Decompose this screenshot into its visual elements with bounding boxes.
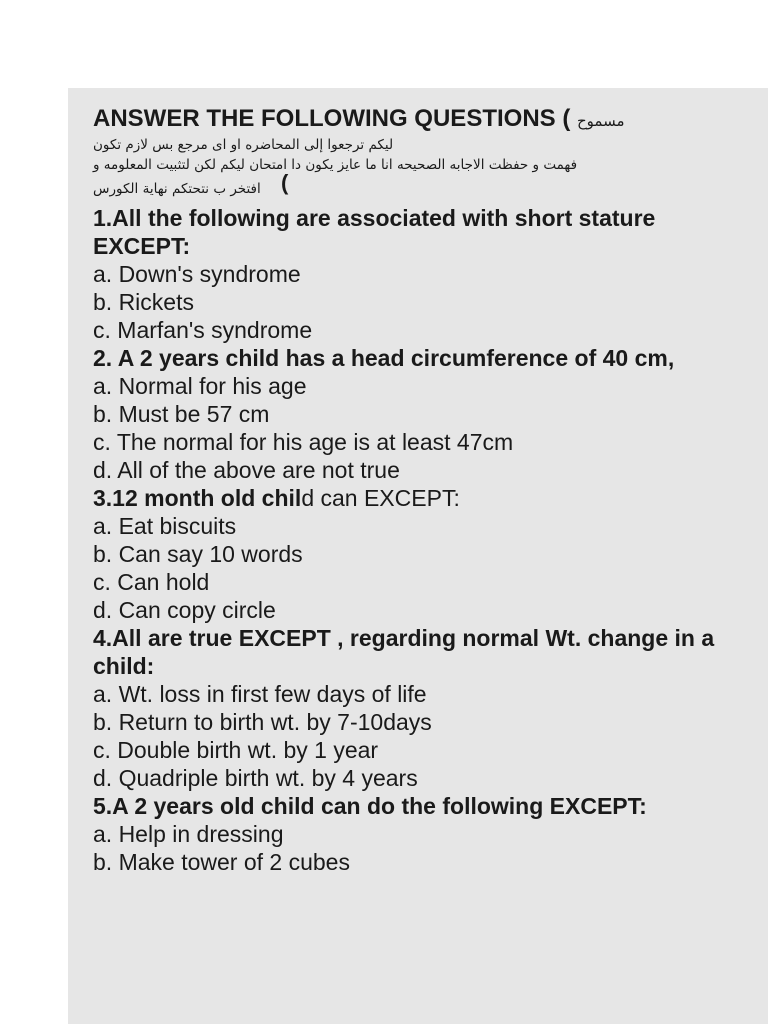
question-2-option-c: c. The normal for his age is at least 47cm: [93, 429, 514, 455]
question-4-option-d: d. Quadriple birth wt. by 4 years: [93, 765, 418, 791]
arabic-note-line-2: فهمت و حفظت الاجابه الصحيحه انا ما عايز يكون دا امتحان ليكم لكن لتثبيت المعلومه و: [93, 157, 578, 173]
arabic-note-line-3: [93, 170, 293, 198]
question-stem: [93, 204, 743, 260]
question-3-option-c: c. Can hold: [93, 569, 210, 595]
question-5-option-a: a. Help in dressing: [93, 821, 284, 847]
question-4-option-c: c. Double birth wt. by 1 year: [93, 737, 379, 763]
question-2-option-a: a. Normal for his age: [93, 373, 307, 399]
question-4-option-a: a. Wt. loss in first few days of life: [93, 681, 427, 707]
title-arabic-text: مسموح: [577, 112, 625, 130]
closing-parenthesis: ): [281, 170, 289, 195]
question-1-option-c: c. Marfan's syndrome: [93, 317, 313, 343]
arabic-note-line-3-text: افتخر ب نتحتكم نهاية الكورس: [93, 181, 261, 197]
question-stem: [93, 792, 743, 820]
question-stem: [93, 344, 743, 372]
page-title: [93, 104, 743, 136]
question-5-option-b: b. Make tower of 2 cubes: [93, 849, 350, 875]
question-2-stem: 2. A 2 years child has a head circumference of 40 cm,: [93, 345, 675, 371]
question-1-option-b: b. Rickets: [93, 289, 194, 315]
document-page: [68, 88, 768, 1024]
question-3-stem: 3.12 month old chil: [93, 485, 302, 511]
question-5-stem: 5.A 2 years old child can do the following EXCEPT:: [93, 793, 647, 819]
arabic-note-line-1: ليكم ترجعوا إلى المحاضره او اى مرجع بس لازم تكون: [93, 137, 394, 153]
title-text: ANSWER THE FOLLOWING QUESTIONS (: [93, 105, 571, 132]
document-content: [93, 102, 743, 876]
question-3-stem-tail: d can EXCEPT:: [301, 485, 460, 511]
question-3-option-a: a. Eat biscuits: [93, 513, 237, 539]
question-3-option-d: d. Can copy circle: [93, 597, 276, 623]
question-stem: [93, 624, 743, 680]
question-2-option-d: d. All of the above are not true: [93, 457, 400, 483]
question-4-stem: 4.All are true EXCEPT , regarding normal Wt. change in a child:: [93, 625, 715, 679]
question-4-option-b: b. Return to birth wt. by 7-10days: [93, 709, 432, 735]
question-3-option-b: b. Can say 10 words: [93, 541, 303, 567]
question-stem: [93, 484, 743, 512]
question-2-option-b: b. Must be 57 cm: [93, 401, 270, 427]
question-1-stem: 1.All the following are associated with short stature EXCEPT:: [93, 205, 656, 259]
question-1-option-a: a. Down's syndrome: [93, 261, 301, 287]
